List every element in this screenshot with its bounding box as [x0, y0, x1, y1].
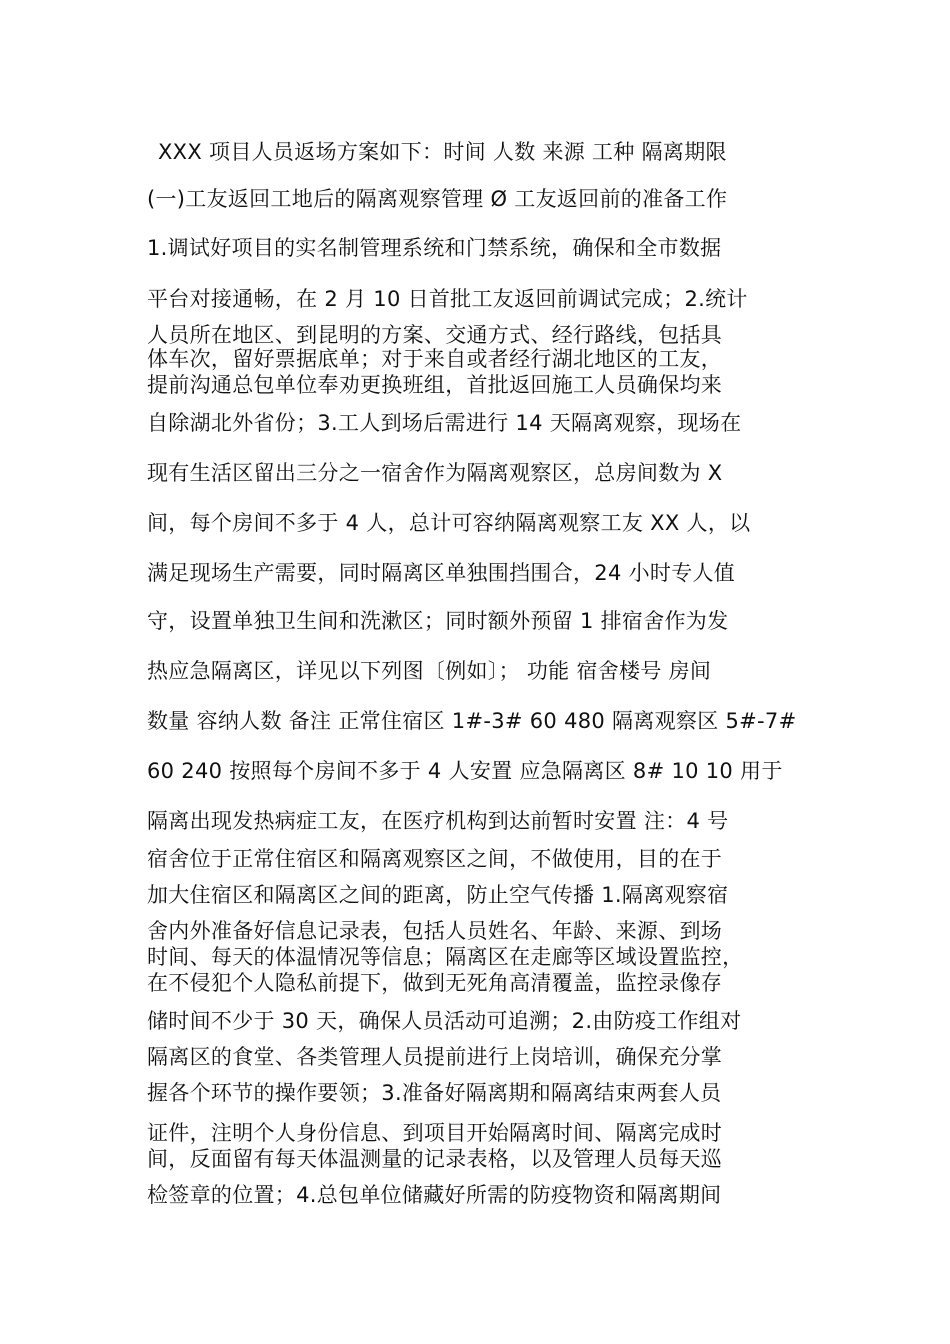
- text-line: 体车次，留好票据底单；对于来自或者经行湖北地区的工友，: [147, 347, 723, 371]
- text-line: 平台对接通畅，在 2 月 10 日首批工友返回前调试完成；2.统计: [147, 287, 748, 311]
- text-line: 在不侵犯个人隐私前提下，做到无死角高清覆盖，监控录像存: [147, 971, 723, 995]
- text-line: 人员所在地区、到昆明的方案、交通方式、经行路线，包括具: [147, 323, 723, 347]
- text-line: XXX 项目人员返场方案如下：时间 人数 来源 工种 隔离期限: [158, 140, 727, 164]
- text-line: 满足现场生产需要，同时隔离区单独围挡围合，24 小时专人值: [147, 561, 736, 585]
- text-line: 隔离区的食堂、各类管理人员提前进行上岗培训，确保充分掌: [147, 1045, 723, 1069]
- text-line: 检签章的位置；4.总包单位储藏好所需的防疫物资和隔离期间: [147, 1183, 722, 1207]
- text-line: 数量 容纳人数 备注 正常住宿区 1#-3# 60 480 隔离观察区 5#-7#: [147, 709, 797, 733]
- text-line: 加大住宿区和隔离区之间的距离，防止空气传播 1.隔离观察宿: [147, 883, 729, 907]
- text-line: 隔离出现发热病症工友，在医疗机构到达前暂时安置 注：4 号: [147, 809, 729, 833]
- text-line: 提前沟通总包单位奉劝更换班组，首批返回施工人员确保均来: [147, 373, 723, 397]
- text-line: 间，反面留有每天体温测量的记录表格，以及管理人员每天巡: [147, 1147, 723, 1171]
- text-line: 守，设置单独卫生间和洗漱区；同时额外预留 1 排宿舍作为发: [147, 609, 729, 633]
- text-line: 现有生活区留出三分之一宿舍作为隔离观察区，总房间数为 X: [147, 461, 723, 485]
- text-line: (一)工友返回工地后的隔离观察管理 Ø 工友返回前的准备工作: [147, 187, 728, 211]
- text-line: 60 240 按照每个房间不多于 4 人安置 应急隔离区 8# 10 10 用于: [147, 759, 783, 783]
- text-line: 间，每个房间不多于 4 人，总计可容纳隔离观察工友 XX 人，以: [147, 511, 751, 535]
- text-line: 时间、每天的体温情况等信息；隔离区在走廊等区域设置监控，: [147, 945, 744, 969]
- text-line: 舍内外准备好信息记录表，包括人员姓名、年龄、来源、到场: [147, 919, 723, 943]
- text-line: 1.调试好项目的实名制管理系统和门禁系统，确保和全市数据: [147, 236, 722, 260]
- text-line: 自除湖北外省份；3.工人到场后需进行 14 天隔离观察，现场在: [147, 411, 742, 435]
- text-line: 握各个环节的操作要领；3.准备好隔离期和隔离结束两套人员: [147, 1081, 722, 1105]
- text-line: 储时间不少于 30 天，确保人员活动可追溯；2.由防疫工作组对: [147, 1009, 742, 1033]
- text-line: 证件，注明个人身份信息、到项目开始隔离时间、隔离完成时: [147, 1121, 723, 1145]
- text-line: 热应急隔离区，详见以下列图〔例如〕； 功能 宿舍楼号 房间: [147, 659, 712, 683]
- text-line: 宿舍位于正常住宿区和隔离观察区之间，不做使用，目的在于: [147, 847, 723, 871]
